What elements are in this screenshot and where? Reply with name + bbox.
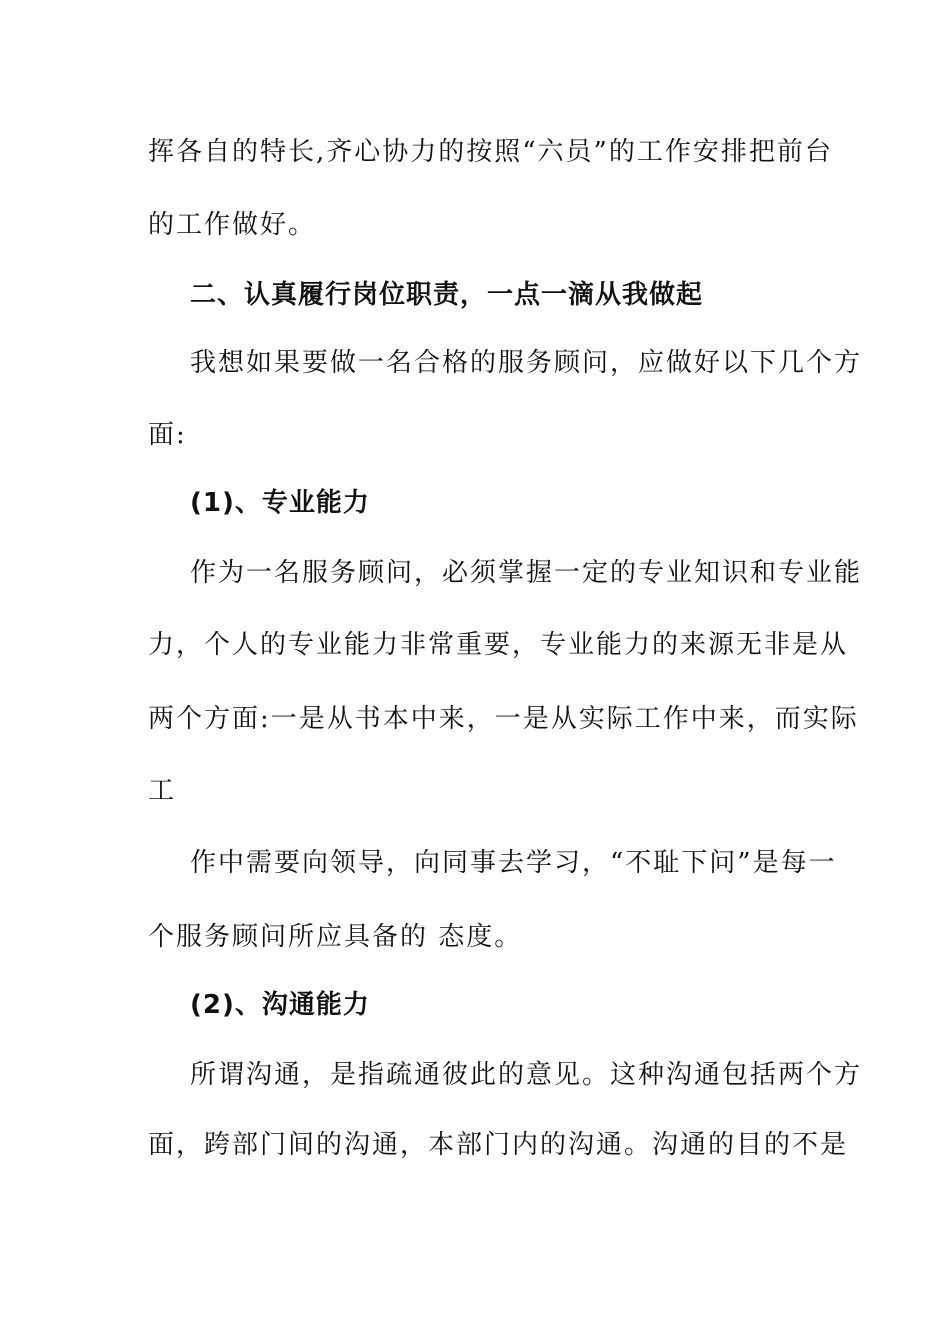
paragraph-line: 所谓沟通，是指疏通彼此的意见。这种沟通包括两个方 [190,1060,863,1090]
paragraph-line: 的工作做好。 [148,210,317,240]
paragraph-line: 面: [148,420,187,450]
paragraph-line: 作为一名服务顾问，必须掌握一定的专业知识和专业能 [190,558,863,588]
paragraph-line: 两个方面:一是从书本中来，一是从实际工作中来，而实际 [148,704,859,734]
paragraph-line: 个服务顾问所应具备的 态度。 [148,922,523,952]
paragraph-line: 力，个人的专业能力非常重要，专业能力的来源无非是从 [148,630,849,660]
section-heading: 二、认真履行岗位职责，一点一滴从我做起 [190,280,704,310]
subsection-heading: (1)、专业能力 [190,488,370,518]
paragraph-line: 挥各自的特长,齐心协力的按照“六员”的工作安排把前台 [148,137,833,167]
paragraph-line: 作中需要向领导，向同事去学习，“不耻下问”是每一 [190,848,837,878]
paragraph-line: 面，跨部门间的沟通，本部门内的沟通。沟通的目的不是 [148,1130,849,1160]
paragraph-line: 我想如果要做一名合格的服务顾问，应做好以下几个方 [190,348,863,378]
paragraph-line: 工 [148,776,177,806]
subsection-heading: (2)、沟通能力 [190,990,370,1020]
